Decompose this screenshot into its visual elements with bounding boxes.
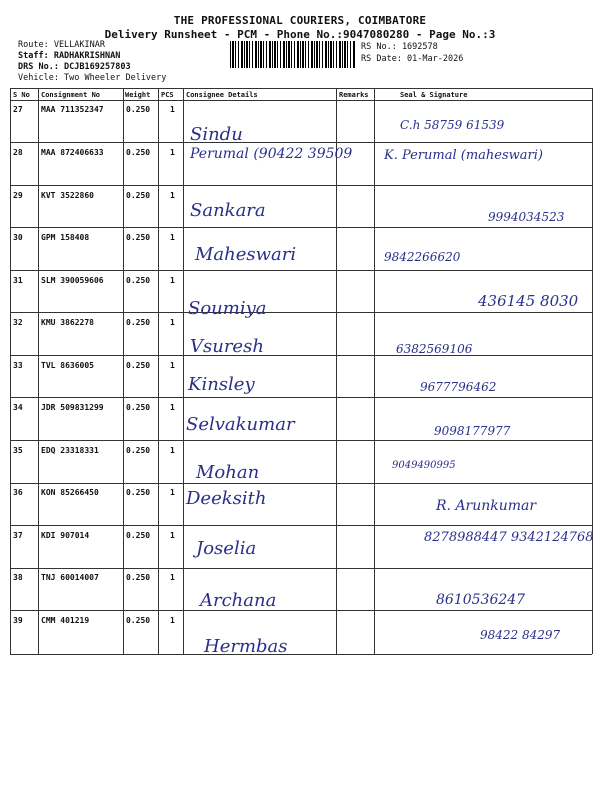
barcode [230, 41, 355, 68]
row-divider [10, 568, 592, 569]
row-pcs: 1 [170, 361, 175, 370]
row-signature: 8278988447 9342124768 [424, 530, 594, 545]
row-sno: 34 [13, 403, 23, 412]
row-sno: 32 [13, 318, 23, 327]
row-signature: 9049490995 [392, 460, 456, 471]
row-divider [10, 142, 592, 143]
row-weight: 0.250 [126, 616, 151, 625]
table-bottom-border [10, 654, 592, 655]
row-consignment: TNJ 60014007 [41, 573, 99, 582]
row-consignee: Hermbas [204, 636, 288, 657]
row-divider [10, 270, 592, 271]
rs-date: RS Date: 01-Mar-2026 [361, 54, 464, 64]
row-signature: C.h 58759 61539 [400, 118, 505, 132]
row-pcs: 1 [170, 488, 175, 497]
row-consignee: Vsuresh [190, 336, 264, 357]
row-consignment: JDR 509831299 [41, 403, 104, 412]
row-divider [10, 440, 592, 441]
row-pcs: 1 [170, 318, 175, 327]
row-consignment: CMM 401219 [41, 616, 90, 625]
row-consignment: GPM 158408 [41, 233, 90, 242]
row-divider [10, 610, 592, 611]
row-pcs: 1 [170, 403, 175, 412]
row-sno: 37 [13, 531, 23, 540]
drs-number: DRS No.: DCJB169257803 [18, 62, 131, 72]
row-consignee: Maheswari [195, 244, 297, 265]
col-divider [38, 88, 39, 654]
vehicle-label: Vehicle: Two Wheeler Delivery [18, 73, 167, 83]
route-label: Route: VELLAKINAR [18, 40, 105, 50]
row-sno: 31 [13, 276, 23, 285]
col-header-remarks: Remarks [339, 91, 369, 99]
row-weight: 0.250 [126, 105, 151, 114]
row-pcs: 1 [170, 531, 175, 540]
row-sno: 36 [13, 488, 23, 497]
row-signature: 98422 84297 [480, 628, 561, 642]
row-sno: 29 [13, 191, 23, 200]
row-signature: K. Perumal (maheswari) [384, 148, 543, 163]
col-divider [10, 88, 11, 654]
row-sno: 38 [13, 573, 23, 582]
company-title: THE PROFESSIONAL COURIERS, COIMBATORE [173, 14, 427, 27]
row-weight: 0.250 [126, 488, 151, 497]
row-sno: 27 [13, 105, 23, 114]
runsheet-subtitle: Delivery Runsheet - PCM - Phone No.:9047080280 - Page No.:3 [104, 28, 496, 41]
row-consignment: KON 85266450 [41, 488, 99, 497]
col-divider [336, 88, 337, 654]
row-consignee: Archana [200, 590, 277, 611]
row-divider [10, 185, 592, 186]
row-weight: 0.250 [126, 233, 151, 242]
col-header-consignment: Consignment No [41, 91, 101, 99]
row-consignee: Kinsley [188, 374, 255, 395]
row-signature: 9994034523 [488, 210, 565, 224]
row-divider [10, 397, 592, 398]
row-consignee: Deeksith [186, 488, 267, 509]
row-consignment: EDQ 23318331 [41, 446, 99, 455]
col-divider [374, 88, 375, 654]
col-header-consignee: Consignee Details [186, 91, 258, 99]
row-weight: 0.250 [126, 573, 151, 582]
row-weight: 0.250 [126, 148, 151, 157]
row-signature: 9098177977 [434, 424, 511, 438]
row-consignee: Mohan [196, 462, 260, 483]
row-consignment: SLM 390059606 [41, 276, 104, 285]
row-consignment: MAA 711352347 [41, 105, 104, 114]
row-pcs: 1 [170, 105, 175, 114]
row-consignee: Soumiya [188, 298, 267, 319]
row-weight: 0.250 [126, 361, 151, 370]
col-divider [183, 88, 184, 654]
row-divider [10, 483, 592, 484]
row-signature: 9677796462 [420, 380, 497, 394]
row-consignment: MAA 872406633 [41, 148, 104, 157]
row-signature: 436145 8030 [478, 292, 579, 310]
row-weight: 0.250 [126, 276, 151, 285]
row-signature: 8610536247 [436, 592, 526, 608]
rs-number: RS No.: 1692578 [361, 42, 438, 52]
row-consignee: Sindu [190, 124, 243, 145]
row-sno: 35 [13, 446, 23, 455]
row-weight: 0.250 [126, 191, 151, 200]
row-weight: 0.250 [126, 446, 151, 455]
col-header-pcs: PCS [161, 91, 174, 99]
row-consignment: KDI 907014 [41, 531, 90, 540]
row-consignment: TVL 8636005 [41, 361, 94, 370]
row-consignment: KMU 3862278 [41, 318, 94, 327]
row-sno: 33 [13, 361, 23, 370]
row-weight: 0.250 [126, 318, 151, 327]
row-pcs: 1 [170, 148, 175, 157]
staff-label: Staff: RADHAKRISHNAN [18, 51, 121, 61]
row-pcs: 1 [170, 191, 175, 200]
row-weight: 0.250 [126, 403, 151, 412]
row-signature: R. Arunkumar [436, 498, 537, 514]
row-divider [10, 355, 592, 356]
row-pcs: 1 [170, 276, 175, 285]
row-pcs: 1 [170, 446, 175, 455]
row-consignee: Selvakumar [186, 414, 295, 435]
col-divider [158, 88, 159, 654]
row-pcs: 1 [170, 233, 175, 242]
row-weight: 0.250 [126, 531, 151, 540]
row-consignee: Sankara [190, 200, 266, 221]
col-header-sno: S No [13, 91, 30, 99]
row-consignment: KVT 3522860 [41, 191, 94, 200]
row-consignee: Joselia [196, 538, 257, 559]
col-header-seal: Seal & Signature [400, 91, 468, 99]
col-header-weight: Weight [125, 91, 151, 99]
row-sno: 28 [13, 148, 23, 157]
row-divider [10, 312, 592, 313]
row-divider [10, 227, 592, 228]
row-pcs: 1 [170, 616, 175, 625]
col-divider [592, 88, 593, 654]
row-signature: 6382569106 [396, 342, 473, 356]
row-signature: 9842266620 [384, 250, 461, 264]
row-sno: 39 [13, 616, 23, 625]
row-pcs: 1 [170, 573, 175, 582]
row-consignee: Perumal (90422 39509 [190, 146, 353, 162]
row-sno: 30 [13, 233, 23, 242]
col-divider [123, 88, 124, 654]
